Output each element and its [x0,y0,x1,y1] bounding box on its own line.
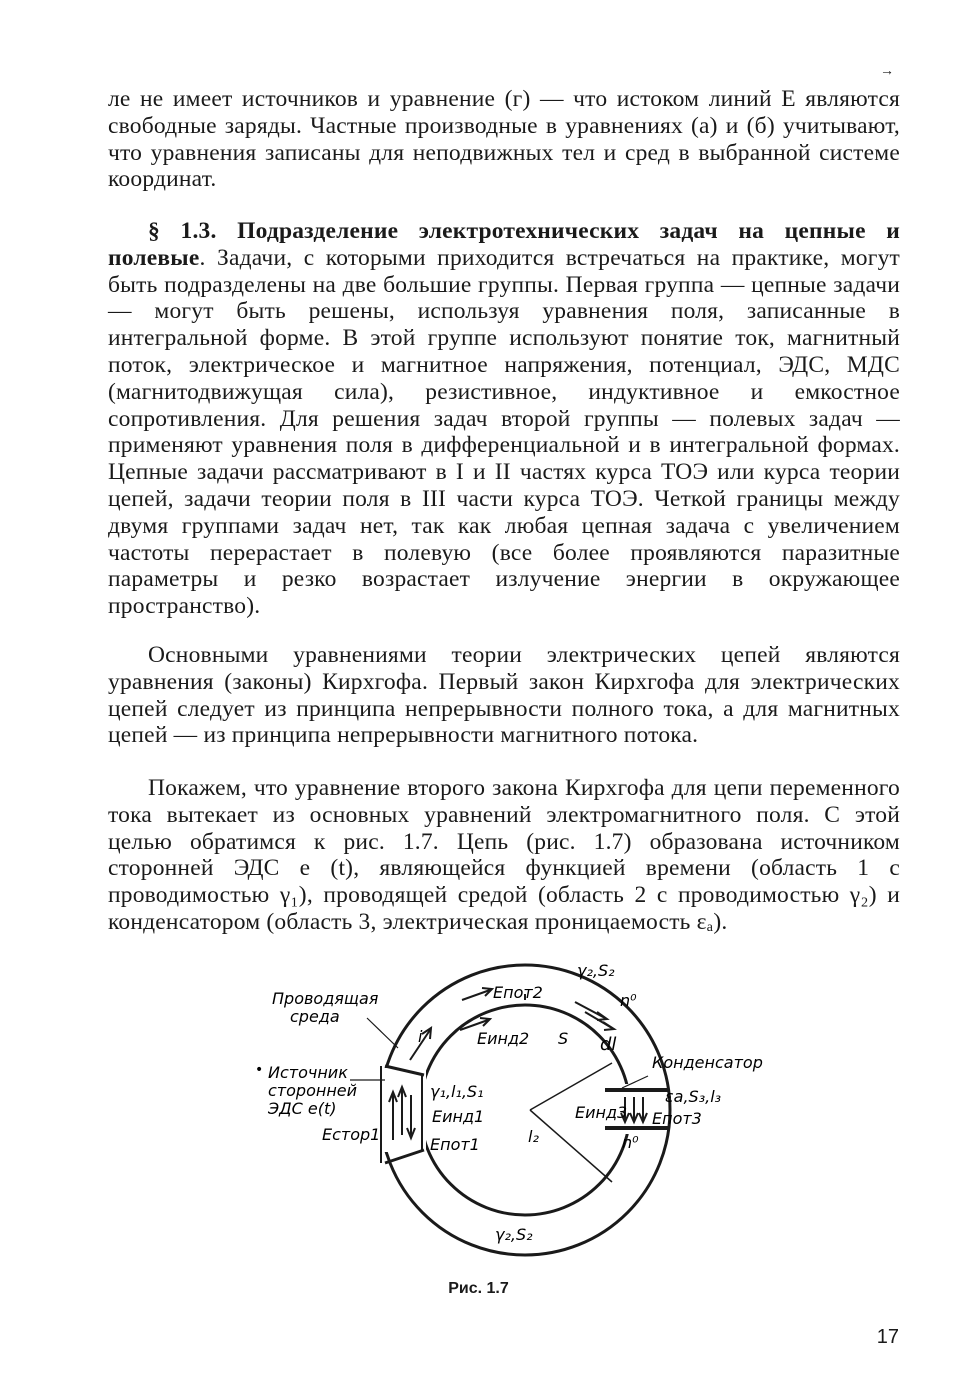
paragraph-figure-intro-text: Покажем, что уравнение второго закона Кирхгофа для цепи переменного тока вытекает из основных уравнений электромагнитного поля. С этой целью обратимся к рис. 1.7. Цепь (рис. 1.7) образована источником сторонней ЭДС e (t), являющейся функцией времени (область 1 с проводимостью γ₁), проводящей средой (область 2 с проводимостью γ₂) и конденсатором (область 3, электрическая проницаемость εₐ). [108,775,900,935]
paragraph-figure-intro [108,775,900,936]
section-paragraph [108,218,900,620]
paragraph-kirchhoff [108,642,900,749]
label-conducting-medium-line2: среда [290,1007,340,1026]
label-epot3: Eпот3 [652,1109,702,1128]
section-title: § 1.3. Подразделение электротехнических задач на цепные и полевые [108,218,900,271]
label-estor1: Eстор1 [322,1125,381,1144]
label-n0-top: n⁰ [620,991,637,1010]
paragraph-kirchhoff-text: Основными уравнениями теории электрических цепей являются уравнения (законы) Кирхгофа. Первый закон Кирхгофа для электрических цепей следует из принципа непрерывности полного тока, а для магнитных цепей — из принципа непрерывности магнитного потока. [108,642,900,749]
label-eind1: Eинд1 [432,1107,485,1126]
label-source-line2: сторонней [268,1081,358,1100]
label-gamma2-top: γ₂,S₂ [577,961,615,980]
label-n0-cap: n⁰ [622,1133,639,1152]
label-eind2: Eинд2 [477,1029,530,1048]
figure-1-7 [0,950,957,1280]
vector-arrow-mark: → [880,64,894,79]
label-i: i [418,1027,423,1046]
label-ea: εa,S₃,l₃ [665,1087,722,1106]
contour-l2 [530,1063,612,1182]
label-epot1: Eпот1 [430,1135,480,1154]
label-eind3: Eинд3 [575,1103,628,1122]
figure-caption: Рис. 1.7 [448,1280,509,1297]
label-gamma2-bottom: γ₂,S₂ [495,1225,533,1244]
label-l2: l₂ [528,1127,539,1146]
label-capacitor: Конденсатор [652,1053,763,1072]
label-S: S [558,1029,569,1048]
label-source-line3: ЭДС e(t) [268,1099,337,1118]
paragraph-continuation: ле не имеет источников и уравнение (г) — что истоком линий E являются свободные заряды. Частные производные в уравнениях (а) и (б) учитывают, что уравнения записаны для неподвижных тел и сред в выбранной системе координат. [108,86,900,193]
label-source-line1: Источник [268,1063,348,1082]
bullet-dot: • [255,1062,264,1078]
label-gamma1: γ₁,l₁,S₁ [430,1082,484,1101]
label-epot2: Eпот2 [493,983,543,1002]
label-dl: dl [600,1034,617,1055]
section-body: . Задачи, с которыми приходится встречаться на практике, могут быть подразделены на две большие группы. Первая группа — цепные задачи — могут быть решены, используя уравнения поля, записанные в интегральной форме. В этой группе используют понятие ток, магнитный поток, электрическое и магнитное напряжения, потенциал, ЭДС, МДС (магнитодвижущая сила), резистивное, индуктивное и емкостное сопротивления. Для решения задач второй группы — полевых задач — применяют уравнения поля в дифференциальной и в интегральной формах. Цепные задачи рассматривают в I и II частях курса ТОЭ или курса теории цепей, задачи теории поля в III части курса ТОЭ. Четкой границы между двумя группами задач нет, так как любая цепная задача с увеличением частоты перерастает в полевую (все более проявляются паразитные параметры и резко возрастает излучение энергии в окружающее пространство). [108,244,900,620]
label-conducting-medium-line1: Проводящая [272,989,379,1008]
page-number: 17 [876,1326,899,1348]
